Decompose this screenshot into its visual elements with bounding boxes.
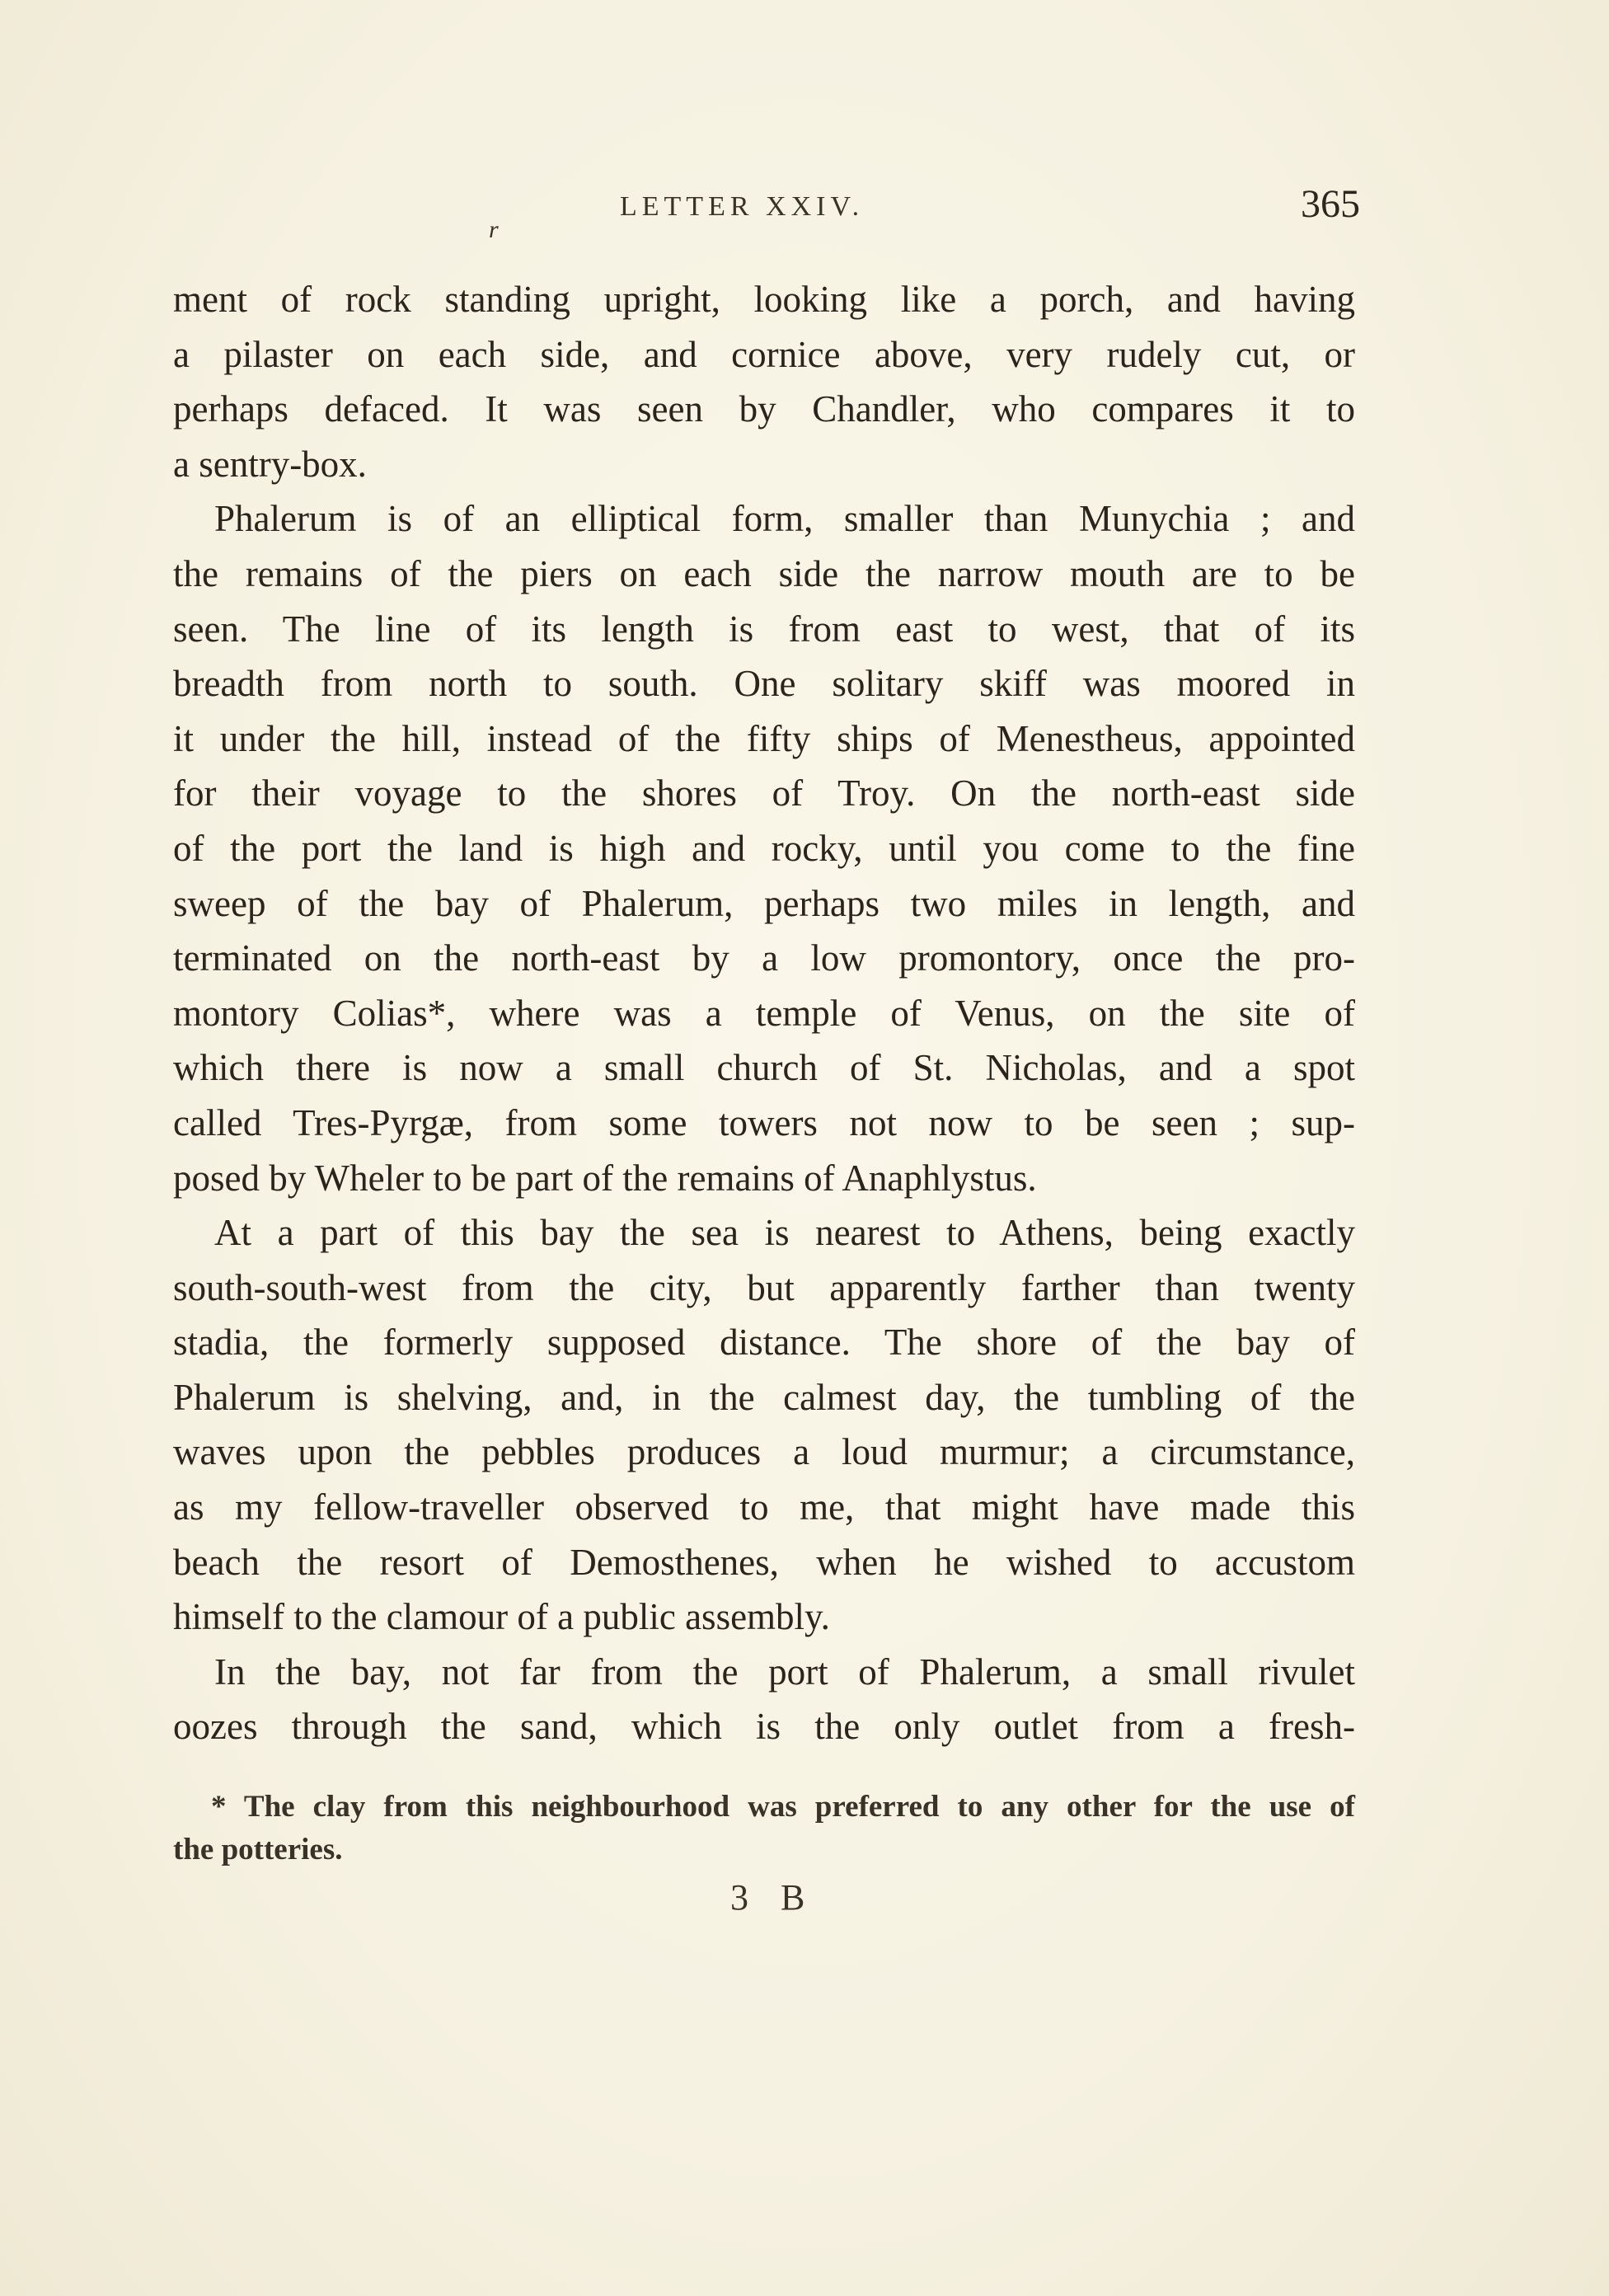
footnote (173, 1786, 1355, 1871)
text-line: breadth from north to south. One solitary skiff was moored in (173, 663, 1355, 705)
text-line: posed by Wheler to be part of the remains of Anaphlystus. (173, 1157, 1037, 1199)
text-line: which there is now a small church of St. Nicholas, and a spot (173, 1047, 1355, 1089)
text-line: beach the resort of Demosthenes, when he wished to accustom (173, 1541, 1355, 1583)
text-line: perhaps defaced. It was seen by Chandler, who compares it to (173, 388, 1355, 430)
text-line: south-south-west from the city, but apparently farther than twenty (173, 1266, 1355, 1308)
text-line: it under the hill, instead of the fifty ships of Menestheus, appointed (173, 717, 1355, 759)
text-line: a pilaster on each side, and cornice above, very rudely cut, or (173, 333, 1355, 375)
text-line: Phalerum is shelving, and, in the calmest day, the tumbling of the (173, 1376, 1355, 1418)
footnote-line: the potteries. (173, 1833, 343, 1866)
text-line: a sentry-box. (173, 443, 367, 485)
text-line: montory Colias*, where was a temple of Venus, on the site of (173, 992, 1355, 1034)
text-line: waves upon the pebbles produces a loud murmur; a circumstance, (173, 1431, 1355, 1473)
page-header (173, 182, 1360, 236)
text-line: terminated on the north-east by a low promontory, once the pro- (173, 937, 1355, 979)
text-line: stadia, the formerly supposed distance. The shore of the bay of (173, 1322, 1355, 1364)
text-line: of the port the land is high and rocky, until you come to the fine (173, 827, 1355, 869)
page-number: 365 (1301, 182, 1360, 226)
text-line: the remains of the piers on each side the narrow mouth are to be (173, 552, 1355, 594)
text-line: Phalerum is of an elliptical form, smaller than Munychia ; and (214, 498, 1355, 540)
text-line: for their voyage to the shores of Troy. On the north-east side (173, 772, 1355, 815)
stray-mark: r (489, 216, 499, 243)
text-line: oozes through the sand, which is the only outlet from a fresh- (173, 1706, 1355, 1748)
text-line: seen. The line of its length is from east to west, that of its (173, 608, 1355, 650)
text-line: sweep of the bay of Phalerum, perhaps two miles in length, and (173, 882, 1355, 924)
body-text (173, 272, 1355, 1754)
running-title: LETTER XXIV. (620, 191, 865, 222)
text-line: as my fellow-traveller observed to me, that might have made this (173, 1486, 1355, 1528)
text-line: himself to the clamour of a public assembly. (173, 1596, 830, 1638)
text-line: called Tres-Pyrgæ, from some towers not now to be seen ; sup- (173, 1101, 1355, 1143)
text-line: In the bay, not far from the port of Phalerum, a small rivulet (214, 1650, 1355, 1693)
text-line: At a part of this bay the sea is nearest to Athens, being exactly (214, 1212, 1355, 1254)
signature-mark: 3 B (730, 1877, 817, 1918)
text-line: ment of rock standing upright, looking like a porch, and having (173, 279, 1355, 320)
footnote-line: * The clay from this neighbourhood was preferred to any other for the use of (211, 1790, 1355, 1824)
